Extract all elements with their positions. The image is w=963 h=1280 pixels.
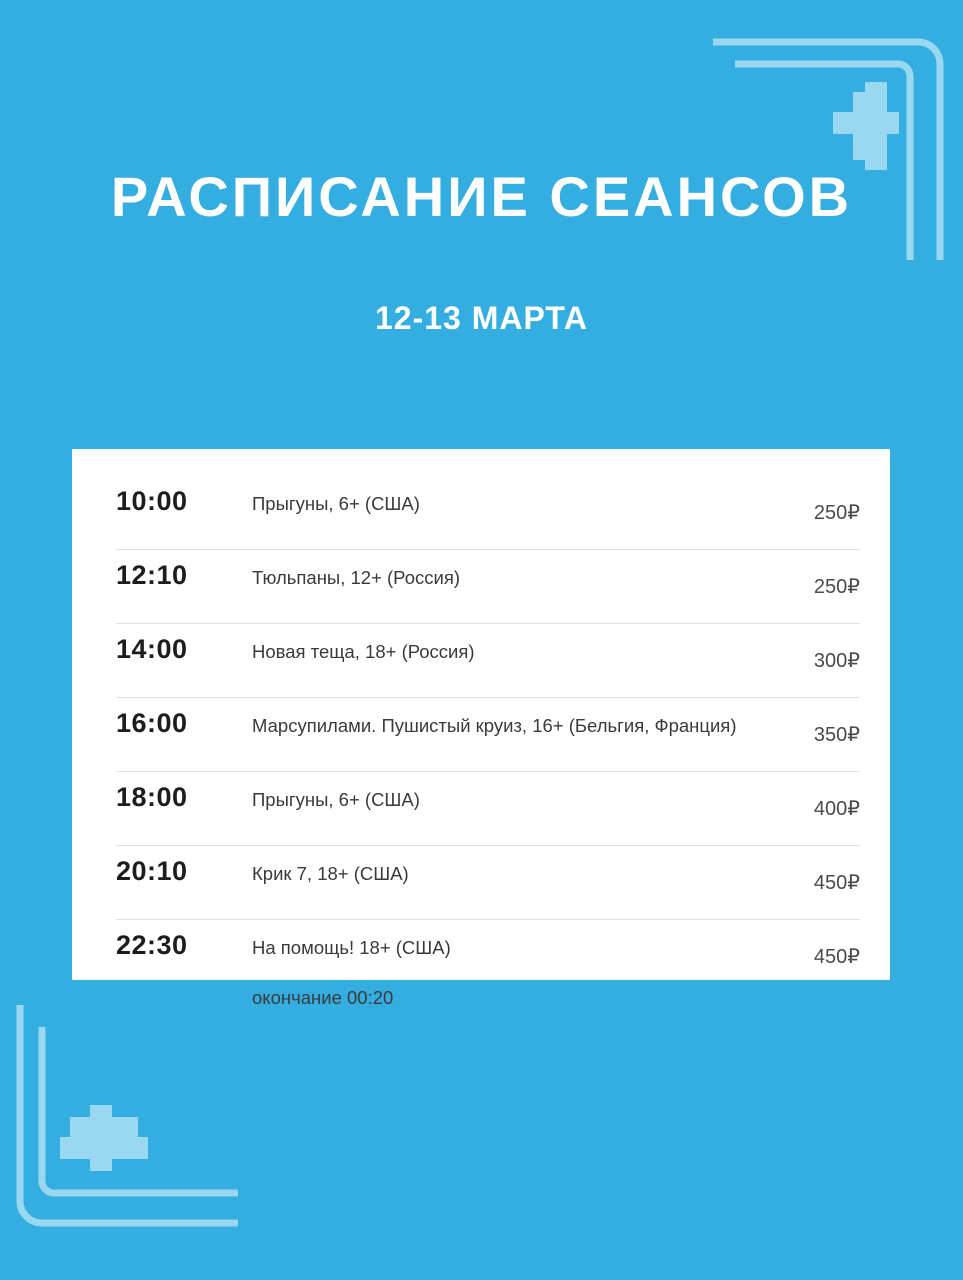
session-time: 14:00 <box>116 634 188 664</box>
session-film-title: Марсупилами. Пушистый круиз, 16+ (Бельгия, Франция) <box>252 715 737 736</box>
session-price: 450₽ <box>813 872 860 894</box>
session-time: 20:10 <box>116 856 188 886</box>
table-row[interactable] <box>102 623 860 697</box>
session-price: 250₽ <box>813 576 860 598</box>
table-row[interactable] <box>102 771 860 845</box>
session-time: 18:00 <box>116 782 188 812</box>
session-film <box>252 855 750 888</box>
table-row[interactable] <box>102 475 860 549</box>
session-time: 16:00 <box>116 708 188 738</box>
session-end-note: окончание 00:20 <box>252 986 394 1008</box>
session-price: 250₽ <box>813 502 860 524</box>
session-time: 10:00 <box>116 486 188 516</box>
session-film <box>252 707 750 740</box>
session-film-title: Крик 7, 18+ (США) <box>252 863 409 884</box>
page-title: РАСПИСАНИЕ СЕАНСОВ <box>110 165 853 228</box>
session-price: 450₽ <box>813 946 860 968</box>
session-film-title: Прыгуны, 6+ (США) <box>252 789 420 810</box>
table-row[interactable] <box>102 845 860 919</box>
table-row[interactable] <box>102 919 860 1012</box>
page-subtitle: 12-13 МАРТА <box>374 300 589 336</box>
table-row[interactable] <box>102 549 860 623</box>
table-row[interactable] <box>102 697 860 771</box>
session-film-title: Прыгуны, 6+ (США) <box>252 493 420 514</box>
ornament-corner-icon <box>8 1005 238 1250</box>
session-film <box>252 485 750 518</box>
schedule-card <box>72 449 890 1008</box>
session-time: 22:30 <box>116 930 188 960</box>
session-film-title: Новая теща, 18+ (Россия) <box>252 641 475 662</box>
session-price: 400₽ <box>813 798 860 820</box>
ornament-corner-icon <box>713 30 953 265</box>
session-film <box>252 929 750 1012</box>
session-time: 12:10 <box>116 560 188 590</box>
session-price: 300₽ <box>813 650 860 672</box>
session-film-title: Тюльпаны, 12+ (Россия) <box>252 567 460 588</box>
session-film <box>252 633 750 666</box>
session-film <box>252 559 750 592</box>
session-film <box>252 781 750 814</box>
session-film-title: На помощь! 18+ (США) <box>252 937 451 958</box>
session-price: 350₽ <box>813 724 860 746</box>
